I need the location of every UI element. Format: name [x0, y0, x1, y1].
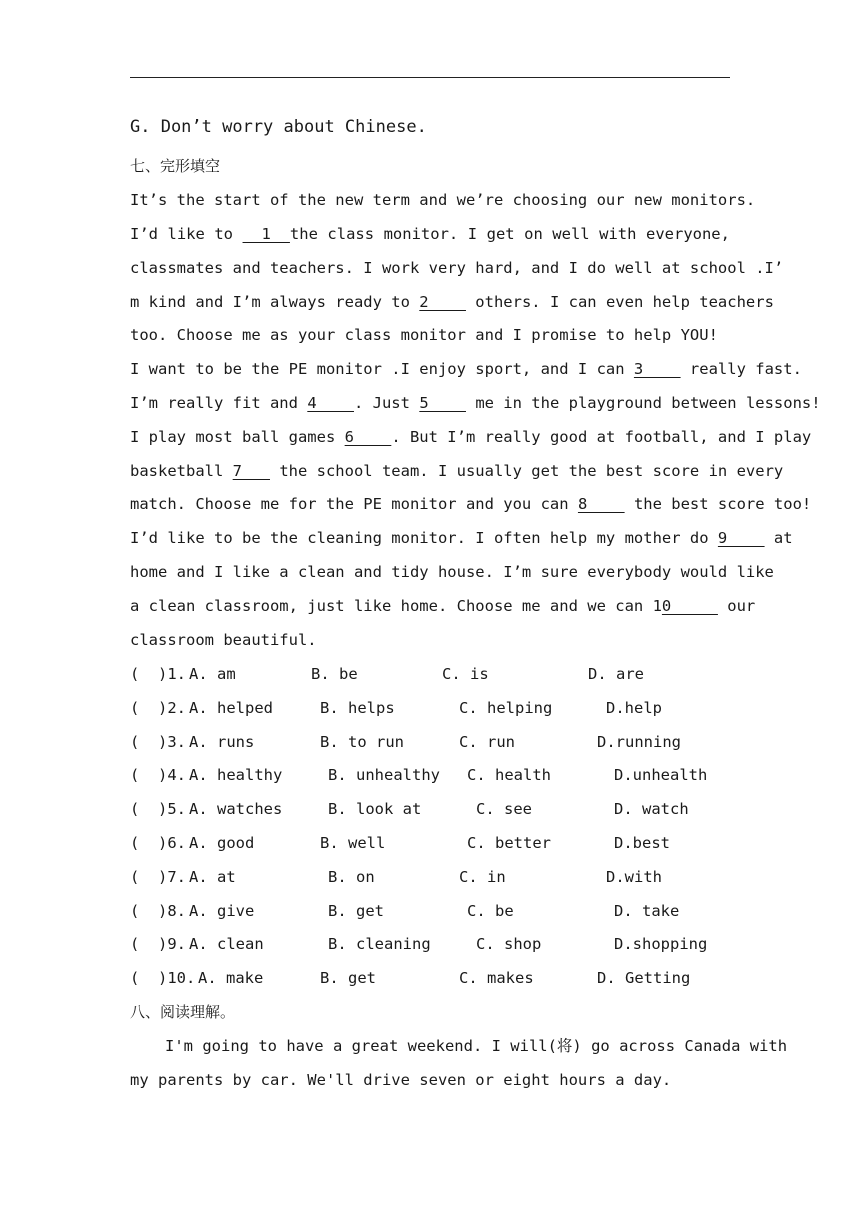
question-number: ( )5.	[130, 800, 186, 818]
passage-line-9: basketball 7 the school team. I usually get the best score in every	[130, 462, 784, 480]
question-row	[130, 799, 730, 819]
blank-3: 3	[633, 360, 681, 378]
option-b: B. look at	[328, 800, 422, 818]
question-number: ( )7.	[130, 868, 186, 886]
option-d: D.shopping	[614, 935, 708, 953]
question-row	[130, 934, 730, 954]
option-a: A. healthy	[189, 766, 283, 784]
option-d: D. are	[588, 665, 644, 683]
blank-1: 1	[242, 225, 290, 243]
header-rule	[130, 77, 730, 78]
passage-line-10: match. Choose me for the PE monitor and you can 8 the best score too!	[130, 495, 812, 513]
blank-8: 8	[577, 495, 625, 513]
option-d: D. take	[614, 902, 680, 920]
passage-line-5: too. Choose me as your class monitor and I promise to help YOU!	[130, 326, 718, 344]
option-a: A. helped	[189, 699, 273, 717]
option-c: C. makes	[459, 969, 534, 987]
section-7-title: 七、完形填空	[130, 157, 221, 175]
question-row	[130, 867, 730, 887]
passage-line-14: classroom beautiful.	[130, 631, 317, 649]
option-b: B. get	[320, 969, 376, 987]
option-c: C. see	[476, 800, 532, 818]
passage-line-4: m kind and I’m always ready to 2 others. I can even help teachers	[130, 293, 774, 311]
option-b: B. helps	[320, 699, 395, 717]
option-c: C. better	[467, 834, 551, 852]
passage-line-13: a clean classroom, just like home. Choose me and we can 10 our	[130, 597, 756, 615]
option-d: D.unhealth	[614, 766, 708, 784]
blank-10: 0	[661, 597, 718, 615]
option-b: B. unhealthy	[328, 766, 440, 784]
passage-line-8: I play most ball games 6 . But I’m really good at football, and I play	[130, 428, 812, 446]
question-row	[130, 765, 730, 785]
blank-2: 2	[419, 293, 466, 311]
option-a: A. make	[198, 969, 264, 987]
option-a: A. clean	[189, 935, 264, 953]
reading-line-1: I'm going to have a great weekend. I will(将) go across Canada with	[165, 1037, 788, 1055]
question-row	[130, 664, 730, 684]
blank-9: 9	[717, 529, 765, 547]
passage-line-1: It’s the start of the new term and we’re choosing our new monitors.	[130, 191, 756, 209]
question-number: ( )6.	[130, 834, 186, 852]
passage-line-12: home and I like a clean and tidy house. I’m sure everybody would like	[130, 563, 774, 581]
reading-line-2: my parents by car. We'll drive seven or eight hours a day.	[130, 1071, 672, 1089]
question-number: ( )4.	[130, 766, 186, 784]
option-a: A. watches	[189, 800, 283, 818]
passage-line-6: I want to be the PE monitor .I enjoy sport, and I can 3 really fast.	[130, 360, 802, 378]
option-b: B. be	[311, 665, 358, 683]
question-row	[130, 901, 730, 921]
option-c: C. helping	[459, 699, 553, 717]
question-number: ( )1.	[130, 665, 186, 683]
option-c: C. run	[459, 733, 515, 751]
option-c: C. shop	[476, 935, 542, 953]
option-b: B. well	[320, 834, 386, 852]
passage-line-11: I’d like to be the cleaning monitor. I often help my mother do 9 at	[130, 529, 793, 547]
previous-option-g: G. Don’t worry about Chinese.	[130, 117, 427, 137]
blank-4: 4	[307, 394, 354, 412]
option-a: A. runs	[189, 733, 255, 751]
question-number: ( )3.	[130, 733, 186, 751]
option-d: D.with	[606, 868, 662, 886]
question-number: ( )9.	[130, 935, 186, 953]
question-row	[130, 833, 730, 853]
section-8-title: 八、阅读理解。	[130, 1003, 236, 1021]
option-a: A. give	[189, 902, 255, 920]
question-row	[130, 698, 730, 718]
option-b: B. to run	[320, 733, 404, 751]
blank-7: 7	[232, 462, 270, 480]
option-a: A. good	[189, 834, 255, 852]
option-b: B. on	[328, 868, 375, 886]
option-c: C. is	[442, 665, 489, 683]
option-c: C. in	[459, 868, 506, 886]
option-a: A. at	[189, 868, 236, 886]
passage-line-2: I’d like to 1 the class monitor. I get on well with everyone,	[130, 225, 730, 243]
option-d: D. Getting	[597, 969, 691, 987]
question-number: ( )8.	[130, 902, 186, 920]
option-b: B. cleaning	[328, 935, 431, 953]
option-a: A. am	[189, 665, 236, 683]
question-row	[130, 968, 730, 988]
blank-5: 5	[419, 394, 466, 412]
passage-line-7: I’m really fit and 4 . Just 5 me in the playground between lessons!	[130, 394, 821, 412]
option-b: B. get	[328, 902, 384, 920]
option-d: D.running	[597, 733, 681, 751]
question-row	[130, 732, 730, 752]
option-c: C. health	[467, 766, 551, 784]
blank-6: 6	[344, 428, 392, 446]
passage-line-3: classmates and teachers. I work very hard, and I do well at school .I’	[130, 259, 784, 277]
question-number: ( )10.	[130, 969, 196, 987]
question-number: ( )2.	[130, 699, 186, 717]
option-d: D.help	[606, 699, 662, 717]
option-c: C. be	[467, 902, 514, 920]
option-d: D. watch	[614, 800, 689, 818]
option-d: D.best	[614, 834, 670, 852]
